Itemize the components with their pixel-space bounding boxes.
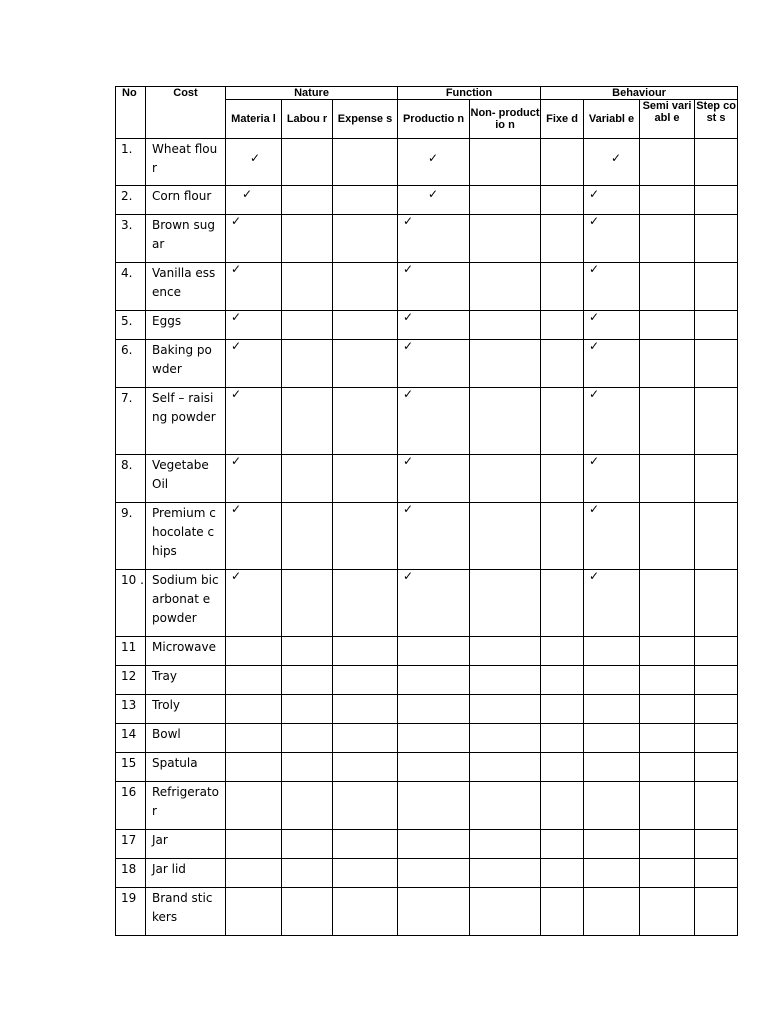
cost-item-name: Microwave: [146, 637, 226, 666]
cell-production: [398, 753, 470, 782]
cell-expenses: [333, 139, 398, 186]
cell-expenses: [333, 340, 398, 388]
row-number: 1.: [116, 139, 146, 186]
checkmark-icon: ✓: [403, 502, 414, 516]
cell-material: [226, 186, 282, 215]
cell-expenses: [333, 782, 398, 830]
checkmark-icon: ✓: [589, 187, 600, 201]
cell-semi-variable: [640, 637, 695, 666]
cell-production: [398, 340, 470, 388]
table-row: [116, 570, 738, 637]
checkmark-icon: ✓: [428, 151, 439, 165]
row-number: 2.: [116, 186, 146, 215]
table-row: [116, 139, 738, 186]
cell-semi-variable: [640, 724, 695, 753]
cell-variable: [584, 215, 640, 263]
cell-expenses: [333, 695, 398, 724]
checkmark-icon: ✓: [589, 502, 600, 516]
cell-step-costs: [695, 695, 738, 724]
checkmark-icon: ✓: [231, 387, 242, 401]
cell-fixed: [541, 753, 584, 782]
row-number: 19: [116, 888, 146, 936]
checkmark-icon: ✓: [403, 387, 414, 401]
row-number: 7.: [116, 388, 146, 455]
cell-fixed: [541, 666, 584, 695]
cell-variable: [584, 695, 640, 724]
table-header: [116, 87, 738, 139]
cell-fixed: [541, 263, 584, 311]
cell-semi-variable: [640, 186, 695, 215]
cost-item-name: Corn flour: [146, 186, 226, 215]
row-number: 16: [116, 782, 146, 830]
cost-item-name: Tray: [146, 666, 226, 695]
cell-step-costs: [695, 888, 738, 936]
cell-semi-variable: [640, 263, 695, 311]
cell-step-costs: [695, 139, 738, 186]
cell-step-costs: [695, 340, 738, 388]
checkmark-icon: ✓: [428, 187, 439, 201]
row-number: 5.: [116, 311, 146, 340]
cell-non-production: [470, 666, 541, 695]
cell-fixed: [541, 503, 584, 570]
checkmark-icon: ✓: [589, 454, 600, 468]
cell-semi-variable: [640, 455, 695, 503]
cell-non-production: [470, 388, 541, 455]
cell-fixed: [541, 724, 584, 753]
cell-production: [398, 782, 470, 830]
cost-item-name: Jar: [146, 830, 226, 859]
cell-labour: [282, 570, 333, 637]
cell-fixed: [541, 695, 584, 724]
table-row: [116, 340, 738, 388]
cell-step-costs: [695, 388, 738, 455]
cell-semi-variable: [640, 695, 695, 724]
cost-item-name: Self – raising powder: [146, 388, 226, 455]
cell-expenses: [333, 263, 398, 311]
cell-fixed: [541, 830, 584, 859]
checkmark-icon: ✓: [231, 502, 242, 516]
cell-step-costs: [695, 215, 738, 263]
cell-semi-variable: [640, 830, 695, 859]
cost-item-name: Vanilla essence: [146, 263, 226, 311]
header-material: Materia l: [226, 100, 282, 139]
cell-production: [398, 830, 470, 859]
table-body: [116, 139, 738, 936]
checkmark-icon: ✓: [231, 214, 242, 228]
cell-labour: [282, 724, 333, 753]
cell-expenses: [333, 186, 398, 215]
cell-variable: [584, 186, 640, 215]
header-group-behaviour: Behaviour: [541, 87, 738, 100]
cell-variable: [584, 830, 640, 859]
cell-non-production: [470, 340, 541, 388]
cell-variable: [584, 888, 640, 936]
cell-semi-variable: [640, 570, 695, 637]
cell-material: [226, 782, 282, 830]
checkmark-icon: ✓: [589, 339, 600, 353]
cell-non-production: [470, 263, 541, 311]
cost-item-name: Baking powder: [146, 340, 226, 388]
checkmark-icon: ✓: [242, 187, 253, 201]
header-step-costs: Step cost s: [695, 100, 738, 139]
row-number: 3.: [116, 215, 146, 263]
cell-material: [226, 637, 282, 666]
cell-semi-variable: [640, 666, 695, 695]
row-number: 11: [116, 637, 146, 666]
cost-item-name: Jar lid: [146, 859, 226, 888]
cell-material: [226, 888, 282, 936]
cost-item-name: Troly: [146, 695, 226, 724]
cell-material: [226, 263, 282, 311]
cell-expenses: [333, 570, 398, 637]
cell-expenses: [333, 388, 398, 455]
cell-production: [398, 311, 470, 340]
cost-item-name: Refrigerato r: [146, 782, 226, 830]
row-number: 18: [116, 859, 146, 888]
cell-material: [226, 830, 282, 859]
cell-semi-variable: [640, 340, 695, 388]
cell-non-production: [470, 830, 541, 859]
cell-variable: [584, 503, 640, 570]
header-expenses: Expense s: [333, 100, 398, 139]
row-number: 4.: [116, 263, 146, 311]
cell-material: [226, 139, 282, 186]
cell-step-costs: [695, 503, 738, 570]
cell-labour: [282, 782, 333, 830]
table-row: [116, 695, 738, 724]
cell-production: [398, 139, 470, 186]
cell-labour: [282, 637, 333, 666]
cell-production: [398, 388, 470, 455]
cell-production: [398, 215, 470, 263]
cell-labour: [282, 455, 333, 503]
table-row: [116, 666, 738, 695]
cell-production: [398, 666, 470, 695]
cell-production: [398, 695, 470, 724]
cell-variable: [584, 859, 640, 888]
cell-production: [398, 455, 470, 503]
header-production: Productio n: [398, 100, 470, 139]
cost-item-name: Vegetabe Oil: [146, 455, 226, 503]
table-row: [116, 455, 738, 503]
cell-labour: [282, 139, 333, 186]
cell-labour: [282, 503, 333, 570]
cell-expenses: [333, 830, 398, 859]
table-row: [116, 215, 738, 263]
checkmark-icon: ✓: [589, 262, 600, 276]
cell-step-costs: [695, 570, 738, 637]
table-row: [116, 830, 738, 859]
cell-material: [226, 503, 282, 570]
checkmark-icon: ✓: [403, 262, 414, 276]
cell-semi-variable: [640, 859, 695, 888]
cell-material: [226, 215, 282, 263]
cell-material: [226, 311, 282, 340]
cell-fixed: [541, 782, 584, 830]
cell-material: [226, 724, 282, 753]
cell-expenses: [333, 859, 398, 888]
cell-fixed: [541, 388, 584, 455]
cell-expenses: [333, 724, 398, 753]
checkmark-icon: ✓: [589, 387, 600, 401]
cell-variable: [584, 570, 640, 637]
cell-production: [398, 888, 470, 936]
cell-labour: [282, 888, 333, 936]
row-number: 15: [116, 753, 146, 782]
cell-step-costs: [695, 311, 738, 340]
cell-non-production: [470, 455, 541, 503]
cell-variable: [584, 724, 640, 753]
header-group-function: Function: [398, 87, 541, 100]
cell-non-production: [470, 215, 541, 263]
cost-item-name: Sodium bicarbonat e powder: [146, 570, 226, 637]
header-non-production: Non- productio n: [470, 100, 541, 139]
cell-step-costs: [695, 666, 738, 695]
checkmark-icon: ✓: [589, 214, 600, 228]
table-row: [116, 637, 738, 666]
cell-variable: [584, 455, 640, 503]
cell-expenses: [333, 888, 398, 936]
cost-item-name: Premium chocolate chips: [146, 503, 226, 570]
cost-item-name: Bowl: [146, 724, 226, 753]
header-fixed: Fixe d: [541, 100, 584, 139]
checkmark-icon: ✓: [403, 339, 414, 353]
cell-material: [226, 455, 282, 503]
cell-variable: [584, 139, 640, 186]
cell-variable: [584, 263, 640, 311]
row-number: 8.: [116, 455, 146, 503]
cell-semi-variable: [640, 139, 695, 186]
cell-fixed: [541, 570, 584, 637]
table-row: [116, 503, 738, 570]
cell-production: [398, 186, 470, 215]
cost-item-name: Spatula: [146, 753, 226, 782]
cell-non-production: [470, 570, 541, 637]
checkmark-icon: ✓: [250, 151, 261, 165]
checkmark-icon: ✓: [403, 310, 414, 324]
cell-labour: [282, 666, 333, 695]
table-row: [116, 724, 738, 753]
cell-fixed: [541, 340, 584, 388]
cell-material: [226, 666, 282, 695]
cell-variable: [584, 753, 640, 782]
cell-material: [226, 695, 282, 724]
cell-fixed: [541, 637, 584, 666]
cell-expenses: [333, 311, 398, 340]
header-group-nature: Nature: [226, 87, 398, 100]
checkmark-icon: ✓: [231, 310, 242, 324]
table-row: [116, 888, 738, 936]
cell-step-costs: [695, 455, 738, 503]
cell-variable: [584, 637, 640, 666]
cell-non-production: [470, 311, 541, 340]
checkmark-icon: ✓: [231, 262, 242, 276]
row-number: 12: [116, 666, 146, 695]
checkmark-icon: ✓: [589, 310, 600, 324]
cost-item-name: Eggs: [146, 311, 226, 340]
cell-step-costs: [695, 263, 738, 311]
cell-step-costs: [695, 859, 738, 888]
cell-expenses: [333, 455, 398, 503]
cell-expenses: [333, 637, 398, 666]
cell-labour: [282, 695, 333, 724]
cell-production: [398, 724, 470, 753]
header-no: No: [116, 87, 146, 139]
table-row: [116, 388, 738, 455]
cell-step-costs: [695, 782, 738, 830]
cell-semi-variable: [640, 503, 695, 570]
header-variable: Variabl e: [584, 100, 640, 139]
row-number: 6.: [116, 340, 146, 388]
cell-material: [226, 859, 282, 888]
table-row: [116, 782, 738, 830]
cell-variable: [584, 666, 640, 695]
cell-semi-variable: [640, 311, 695, 340]
cell-step-costs: [695, 186, 738, 215]
cell-variable: [584, 311, 640, 340]
cell-non-production: [470, 695, 541, 724]
cell-step-costs: [695, 637, 738, 666]
cell-expenses: [333, 666, 398, 695]
cell-fixed: [541, 455, 584, 503]
row-number: 13: [116, 695, 146, 724]
cell-production: [398, 859, 470, 888]
cell-material: [226, 388, 282, 455]
cost-item-name: Wheat flour: [146, 139, 226, 186]
cell-fixed: [541, 139, 584, 186]
cell-labour: [282, 388, 333, 455]
cell-semi-variable: [640, 753, 695, 782]
cell-fixed: [541, 215, 584, 263]
cell-fixed: [541, 888, 584, 936]
cell-non-production: [470, 503, 541, 570]
cell-expenses: [333, 753, 398, 782]
cell-non-production: [470, 753, 541, 782]
cell-semi-variable: [640, 782, 695, 830]
cell-production: [398, 570, 470, 637]
cell-material: [226, 570, 282, 637]
cost-classification-table: [115, 86, 738, 936]
row-number: 10 .: [116, 570, 146, 637]
header-labour: Labou r: [282, 100, 333, 139]
checkmark-icon: ✓: [611, 151, 622, 165]
cell-labour: [282, 340, 333, 388]
cell-non-production: [470, 888, 541, 936]
cell-labour: [282, 215, 333, 263]
checkmark-icon: ✓: [231, 454, 242, 468]
table-row: [116, 263, 738, 311]
cell-material: [226, 753, 282, 782]
table-row: [116, 186, 738, 215]
cell-labour: [282, 830, 333, 859]
cost-item-name: Brown sugar: [146, 215, 226, 263]
cell-non-production: [470, 724, 541, 753]
cell-step-costs: [695, 830, 738, 859]
cell-production: [398, 637, 470, 666]
checkmark-icon: ✓: [589, 569, 600, 583]
cell-labour: [282, 859, 333, 888]
cell-non-production: [470, 637, 541, 666]
cell-expenses: [333, 215, 398, 263]
checkmark-icon: ✓: [403, 569, 414, 583]
header-semi-variable: Semi variabl e: [640, 100, 695, 139]
cell-step-costs: [695, 753, 738, 782]
cell-non-production: [470, 139, 541, 186]
cell-step-costs: [695, 724, 738, 753]
cell-non-production: [470, 782, 541, 830]
checkmark-icon: ✓: [231, 569, 242, 583]
cell-semi-variable: [640, 388, 695, 455]
cell-variable: [584, 340, 640, 388]
cell-fixed: [541, 186, 584, 215]
cost-item-name: Brand stickers: [146, 888, 226, 936]
row-number: 9.: [116, 503, 146, 570]
cell-labour: [282, 753, 333, 782]
header-cost: Cost: [146, 87, 226, 139]
table-row: [116, 311, 738, 340]
cell-variable: [584, 388, 640, 455]
table-row: [116, 859, 738, 888]
checkmark-icon: ✓: [403, 454, 414, 468]
cell-semi-variable: [640, 888, 695, 936]
table-row: [116, 753, 738, 782]
cell-production: [398, 503, 470, 570]
cell-non-production: [470, 859, 541, 888]
cell-semi-variable: [640, 215, 695, 263]
cell-fixed: [541, 859, 584, 888]
cell-non-production: [470, 186, 541, 215]
cell-labour: [282, 311, 333, 340]
cell-fixed: [541, 311, 584, 340]
cell-labour: [282, 263, 333, 311]
row-number: 14: [116, 724, 146, 753]
checkmark-icon: ✓: [403, 214, 414, 228]
checkmark-icon: ✓: [231, 339, 242, 353]
row-number: 17: [116, 830, 146, 859]
cell-expenses: [333, 503, 398, 570]
cell-material: [226, 340, 282, 388]
cell-variable: [584, 782, 640, 830]
cell-production: [398, 263, 470, 311]
cell-labour: [282, 186, 333, 215]
